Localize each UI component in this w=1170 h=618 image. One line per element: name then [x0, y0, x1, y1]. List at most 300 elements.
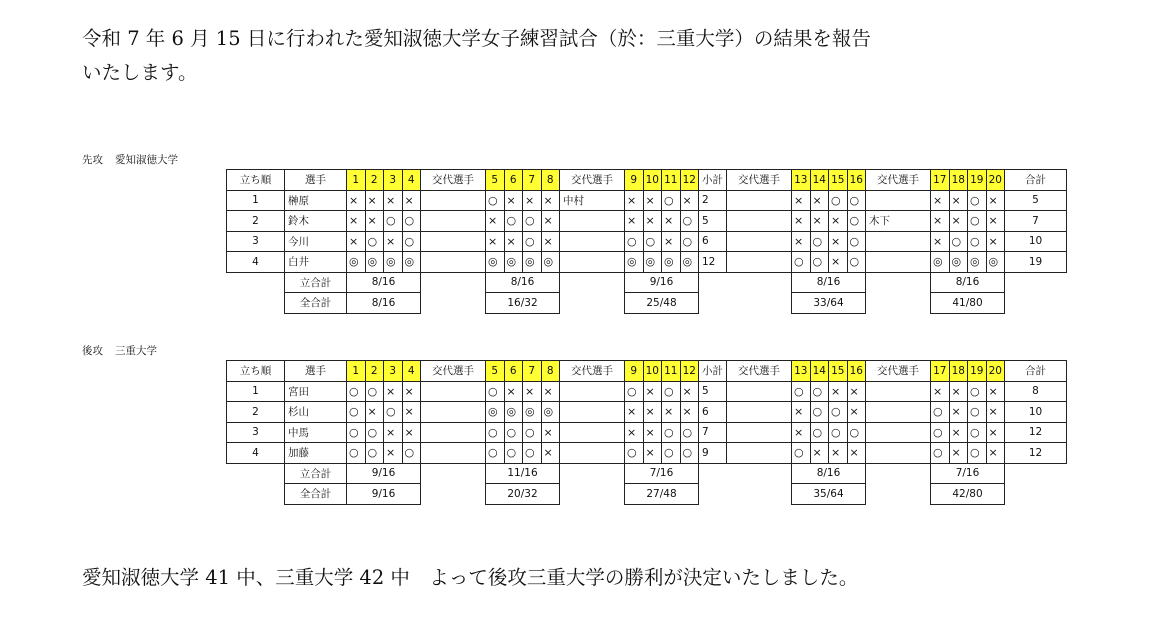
header-sub: 交代選手 [866, 170, 931, 191]
sub-cell [866, 231, 931, 252]
header-shot: 19 [968, 361, 987, 382]
header-subtotal: 小計 [699, 361, 727, 382]
total-cell: 5 [1005, 190, 1067, 211]
intro-line-2: いたします。 [82, 61, 198, 84]
header-shot: 19 [968, 170, 987, 191]
empty-cell [1005, 484, 1067, 505]
total-cell: 10 [1005, 231, 1067, 252]
result-mark: × [792, 402, 811, 423]
header-shot: 13 [792, 361, 811, 382]
sub-cell [421, 211, 486, 232]
total-cell: 8 [1005, 381, 1067, 402]
table-row [227, 402, 1067, 423]
result-mark: × [541, 231, 560, 252]
sub-cell [866, 422, 931, 443]
header-shot: 3 [384, 170, 403, 191]
result-mark: × [829, 252, 848, 273]
result-mark: × [365, 211, 384, 232]
result-mark: ○ [365, 231, 384, 252]
result-mark: ○ [792, 252, 811, 273]
result-mark: ○ [523, 211, 542, 232]
result-mark: × [949, 443, 968, 464]
header-row [227, 361, 1067, 382]
result-mark: ○ [365, 381, 384, 402]
summary-value: 8/16 [792, 463, 866, 484]
sub-cell [421, 422, 486, 443]
table-row [227, 252, 1067, 273]
result-mark: × [523, 381, 542, 402]
result-mark: ○ [968, 443, 987, 464]
result-mark: × [680, 381, 699, 402]
team-label-second [82, 343, 169, 358]
header-shot: 5 [486, 361, 505, 382]
summary-value: 9/16 [347, 484, 421, 505]
result-mark: ◎ [625, 252, 644, 273]
header-shot: 14 [810, 361, 829, 382]
result-mark: ○ [662, 422, 681, 443]
summary-value: 35/64 [792, 484, 866, 505]
result-mark: × [931, 211, 950, 232]
result-mark: × [810, 190, 829, 211]
subtotal-cell: 12 [699, 252, 727, 273]
table-row [227, 443, 1067, 464]
result-mark: ○ [829, 190, 848, 211]
result-mark: ○ [931, 422, 950, 443]
summary-value: 8/16 [347, 293, 421, 314]
summary-label: 全合計 [285, 484, 347, 505]
result-mark: × [504, 381, 523, 402]
result-mark: × [347, 231, 366, 252]
result-mark: ○ [968, 422, 987, 443]
result-mark: ○ [792, 381, 811, 402]
empty-cell [421, 272, 486, 293]
summary-value: 11/16 [486, 463, 560, 484]
result-mark: ○ [810, 231, 829, 252]
result-mark: × [402, 381, 421, 402]
result-mark: ◎ [968, 252, 987, 273]
empty-cell [1005, 272, 1067, 293]
result-mark: ○ [680, 422, 699, 443]
result-mark: × [792, 211, 811, 232]
header-sub: 交代選手 [421, 170, 486, 191]
summary-value: 41/80 [931, 293, 1005, 314]
summary-value: 8/16 [931, 272, 1005, 293]
result-mark: × [986, 402, 1005, 423]
result-mark: × [986, 422, 1005, 443]
sub-cell [727, 231, 792, 252]
result-mark: × [384, 190, 403, 211]
result-mark: × [792, 422, 811, 443]
result-mark: ○ [523, 443, 542, 464]
header-shot: 13 [792, 170, 811, 191]
empty-cell [866, 272, 931, 293]
result-mark: ○ [810, 402, 829, 423]
sub-cell [560, 381, 625, 402]
player-cell: 鈴木 [285, 211, 347, 232]
result-mark: ○ [847, 190, 866, 211]
empty-cell [866, 484, 931, 505]
subtotal-cell: 5 [699, 211, 727, 232]
sub-cell [560, 252, 625, 273]
summary-value: 7/16 [625, 463, 699, 484]
result-mark: × [931, 381, 950, 402]
result-mark: ○ [847, 252, 866, 273]
result-mark: × [625, 422, 644, 443]
header-order: 立ち順 [227, 170, 285, 191]
sub-cell: 木下 [866, 211, 931, 232]
table-row [227, 190, 1067, 211]
result-mark: × [847, 402, 866, 423]
result-mark: ○ [365, 443, 384, 464]
result-mark: × [949, 190, 968, 211]
header-shot: 7 [523, 170, 542, 191]
header-shot: 12 [680, 170, 699, 191]
player-cell: 榊原 [285, 190, 347, 211]
header-shot: 3 [384, 361, 403, 382]
sub-cell [727, 402, 792, 423]
result-mark: ◎ [680, 252, 699, 273]
result-mark: ○ [847, 231, 866, 252]
sub-cell [560, 211, 625, 232]
table-row [227, 422, 1067, 443]
result-mark: × [643, 402, 662, 423]
result-mark: × [986, 211, 1005, 232]
result-mark: × [949, 211, 968, 232]
order-cell: 4 [227, 443, 285, 464]
result-mark: ○ [625, 381, 644, 402]
sub-cell [727, 211, 792, 232]
empty-cell [699, 272, 727, 293]
header-shot: 4 [402, 361, 421, 382]
result-mark: ○ [968, 231, 987, 252]
result-mark: ○ [968, 402, 987, 423]
empty-cell [560, 484, 625, 505]
result-mark: × [541, 381, 560, 402]
total-cell: 12 [1005, 443, 1067, 464]
result-mark: × [829, 211, 848, 232]
order-cell: 4 [227, 252, 285, 273]
result-mark: ○ [365, 422, 384, 443]
result-mark: × [486, 231, 505, 252]
result-mark: × [384, 381, 403, 402]
sub-cell [727, 443, 792, 464]
header-shot: 5 [486, 170, 505, 191]
sub-cell [866, 402, 931, 423]
result-mark: × [504, 190, 523, 211]
result-mark: ○ [486, 381, 505, 402]
result-mark: ○ [680, 443, 699, 464]
total-cell: 10 [1005, 402, 1067, 423]
player-cell: 杉山 [285, 402, 347, 423]
empty-cell [560, 272, 625, 293]
header-sub: 交代選手 [421, 361, 486, 382]
result-mark: × [541, 211, 560, 232]
result-mark: × [504, 231, 523, 252]
header-row [227, 170, 1067, 191]
result-mark: × [365, 190, 384, 211]
header-shot: 20 [986, 170, 1005, 191]
header-sub: 交代選手 [727, 170, 792, 191]
empty-cell [866, 293, 931, 314]
total-cell: 19 [1005, 252, 1067, 273]
result-mark: × [384, 422, 403, 443]
result-mark: × [625, 190, 644, 211]
result-mark: ◎ [949, 252, 968, 273]
score-table-first [226, 169, 1067, 314]
order-cell: 2 [227, 211, 285, 232]
sub-cell [866, 443, 931, 464]
summary-value: 33/64 [792, 293, 866, 314]
sub-cell [727, 381, 792, 402]
result-mark: ◎ [504, 402, 523, 423]
header-shot: 2 [365, 170, 384, 191]
result-mark: × [829, 381, 848, 402]
empty-cell [1005, 463, 1067, 484]
subtotal-cell: 5 [699, 381, 727, 402]
result-mark: ◎ [986, 252, 1005, 273]
empty-cell [560, 293, 625, 314]
header-shot: 1 [347, 170, 366, 191]
stand-total-row [227, 463, 1067, 484]
header-shot: 18 [949, 361, 968, 382]
header-shot: 9 [625, 361, 644, 382]
result-mark: ◎ [523, 402, 542, 423]
player-cell: 宮田 [285, 381, 347, 402]
summary-value: 27/48 [625, 484, 699, 505]
summary-value: 16/32 [486, 293, 560, 314]
summary-label: 全合計 [285, 293, 347, 314]
subtotal-cell: 6 [699, 402, 727, 423]
result-mark: ○ [968, 190, 987, 211]
player-cell: 今川 [285, 231, 347, 252]
result-mark: ◎ [486, 402, 505, 423]
header-shot: 1 [347, 361, 366, 382]
header-shot: 20 [986, 361, 1005, 382]
all-total-row [227, 293, 1067, 314]
team-name: 愛知淑徳大学 [115, 154, 178, 166]
stand-total-row [227, 272, 1067, 293]
result-mark: ○ [931, 402, 950, 423]
result-mark: × [523, 190, 542, 211]
result-mark: × [986, 443, 1005, 464]
intro-text [82, 22, 1082, 90]
result-mark: ○ [504, 211, 523, 232]
table-row [227, 231, 1067, 252]
result-mark: × [931, 190, 950, 211]
result-mark: ○ [847, 211, 866, 232]
summary-value: 9/16 [625, 272, 699, 293]
result-mark: ◎ [486, 252, 505, 273]
sub-cell [421, 231, 486, 252]
result-mark: × [643, 211, 662, 232]
result-mark: ○ [968, 211, 987, 232]
subtotal-cell: 9 [699, 443, 727, 464]
header-shot: 15 [829, 361, 848, 382]
summary-label: 立合計 [285, 272, 347, 293]
result-mark: ○ [486, 422, 505, 443]
header-shot: 10 [643, 361, 662, 382]
result-mark: × [829, 443, 848, 464]
header-shot: 18 [949, 170, 968, 191]
header-shot: 15 [829, 170, 848, 191]
header-shot: 17 [931, 170, 950, 191]
all-total-row [227, 484, 1067, 505]
sub-cell [421, 252, 486, 273]
result-mark: × [625, 211, 644, 232]
result-mark: × [680, 402, 699, 423]
result-mark: × [949, 381, 968, 402]
empty-cell [227, 272, 285, 293]
result-mark: ◎ [541, 402, 560, 423]
summary-value: 8/16 [347, 272, 421, 293]
header-shot: 17 [931, 361, 950, 382]
result-mark: ○ [662, 381, 681, 402]
header-shot: 8 [541, 170, 560, 191]
empty-cell [421, 463, 486, 484]
result-mark: × [986, 190, 1005, 211]
summary-value: 42/80 [931, 484, 1005, 505]
result-mark: × [643, 381, 662, 402]
empty-cell [227, 293, 285, 314]
team-label-first [82, 152, 190, 167]
header-sub: 交代選手 [560, 170, 625, 191]
result-mark: ○ [810, 381, 829, 402]
summary-value: 8/16 [792, 272, 866, 293]
summary-value: 9/16 [347, 463, 421, 484]
result-mark: × [625, 402, 644, 423]
subtotal-cell: 2 [699, 190, 727, 211]
header-sub: 交代選手 [727, 361, 792, 382]
sub-cell [727, 422, 792, 443]
empty-cell [727, 293, 792, 314]
result-mark: ◎ [523, 252, 542, 273]
result-mark: ○ [486, 190, 505, 211]
empty-cell [421, 484, 486, 505]
result-mark: ○ [847, 422, 866, 443]
summary-value: 20/32 [486, 484, 560, 505]
empty-cell [560, 463, 625, 484]
header-shot: 4 [402, 170, 421, 191]
result-mark: × [810, 211, 829, 232]
header-shot: 2 [365, 361, 384, 382]
score-table-second [226, 360, 1067, 505]
result-mark: ◎ [931, 252, 950, 273]
result-mark: ◎ [347, 252, 366, 273]
empty-cell [421, 293, 486, 314]
header-total: 合計 [1005, 170, 1067, 191]
result-mark: ○ [384, 211, 403, 232]
sub-cell [421, 402, 486, 423]
empty-cell [1005, 293, 1067, 314]
sub-cell [560, 402, 625, 423]
header-shot: 7 [523, 361, 542, 382]
sub-cell [421, 443, 486, 464]
result-mark: × [384, 231, 403, 252]
result-mark: ○ [662, 443, 681, 464]
summary-value: 7/16 [931, 463, 1005, 484]
header-order: 立ち順 [227, 361, 285, 382]
header-shot: 10 [643, 170, 662, 191]
empty-cell [866, 463, 931, 484]
result-mark: × [643, 443, 662, 464]
team-name: 三重大学 [115, 345, 157, 357]
result-mark: × [829, 231, 848, 252]
result-mark: × [541, 422, 560, 443]
result-mark: ○ [792, 443, 811, 464]
result-mark: ○ [523, 231, 542, 252]
result-mark: × [402, 190, 421, 211]
result-mark: × [931, 231, 950, 252]
sub-cell [866, 190, 931, 211]
sub-cell [560, 231, 625, 252]
sub-cell [421, 190, 486, 211]
summary-label: 立合計 [285, 463, 347, 484]
intro-line-1: 令和 7 年 6 月 15 日に行われた愛知淑徳大学女子練習試合（於：三重大学）の結果を報告 [82, 27, 871, 50]
result-mark: ○ [402, 443, 421, 464]
header-shot: 9 [625, 170, 644, 191]
result-mark: ○ [949, 231, 968, 252]
result-mark: ○ [347, 381, 366, 402]
result-mark: ◎ [662, 252, 681, 273]
result-mark: × [847, 443, 866, 464]
sub-cell [421, 381, 486, 402]
result-mark: × [847, 381, 866, 402]
summary-value: 8/16 [486, 272, 560, 293]
result-mark: ○ [625, 443, 644, 464]
result-mark: ○ [504, 443, 523, 464]
result-mark: × [347, 190, 366, 211]
header-shot: 12 [680, 361, 699, 382]
result-mark: ○ [347, 402, 366, 423]
result-mark: ○ [810, 422, 829, 443]
result-mark: ○ [402, 231, 421, 252]
table-row [227, 381, 1067, 402]
result-mark: × [662, 211, 681, 232]
header-subtotal: 小計 [699, 170, 727, 191]
header-shot: 11 [662, 170, 681, 191]
result-mark: ○ [931, 443, 950, 464]
header-shot: 6 [504, 170, 523, 191]
sub-cell [727, 190, 792, 211]
player-cell: 白井 [285, 252, 347, 273]
result-mark: × [949, 402, 968, 423]
result-mark: × [541, 190, 560, 211]
result-mark: ○ [625, 231, 644, 252]
result-mark: ○ [829, 402, 848, 423]
result-mark: ○ [810, 252, 829, 273]
result-mark: × [949, 422, 968, 443]
empty-cell [727, 272, 792, 293]
order-cell: 1 [227, 190, 285, 211]
result-mark: ○ [347, 443, 366, 464]
result-mark: ○ [402, 211, 421, 232]
header-player: 選手 [285, 361, 347, 382]
result-mark: ○ [486, 443, 505, 464]
header-sub: 交代選手 [866, 361, 931, 382]
order-cell: 1 [227, 381, 285, 402]
result-mark: × [402, 422, 421, 443]
total-cell: 7 [1005, 211, 1067, 232]
header-shot: 14 [810, 170, 829, 191]
result-mark: ○ [968, 381, 987, 402]
result-mark: × [643, 422, 662, 443]
result-mark: ◎ [643, 252, 662, 273]
order-cell: 3 [227, 422, 285, 443]
table-row [227, 211, 1067, 232]
empty-cell [699, 484, 727, 505]
order-cell: 2 [227, 402, 285, 423]
result-mark: × [792, 190, 811, 211]
